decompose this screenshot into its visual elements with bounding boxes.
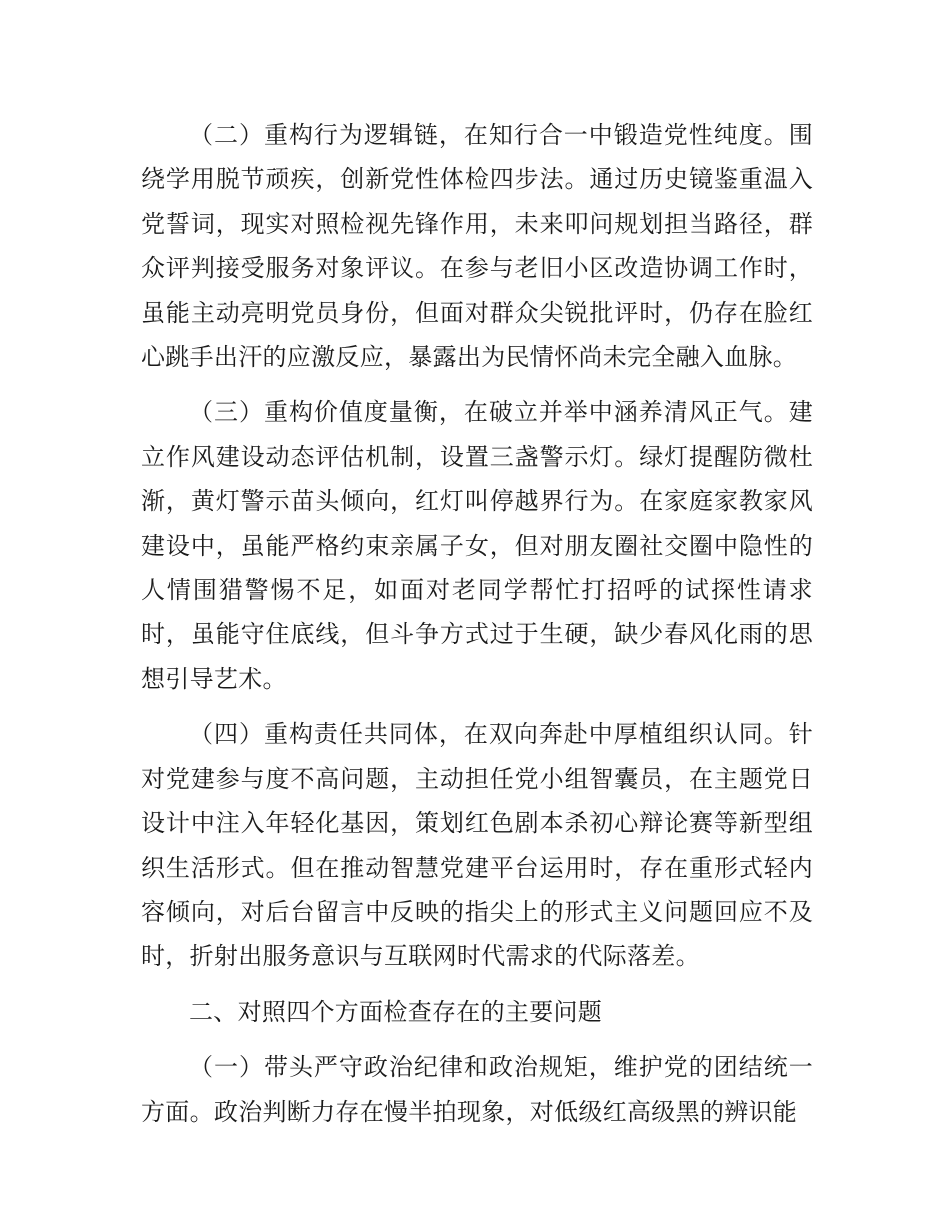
paragraph-problem-1: （一）带头严守政治纪律和政治规矩，维护党的团结统一方面。政治判断力存在慢半拍现象，对低级红高级黑的辨识能 [141,1053,813,1126]
paragraph-section-4: （四）重构责任共同体，在双向奔赴中厚植组织认同。针对党建参与度不高问题，主动担任党小组智囊员，在主题党日设计中注入年轻化基因，策划红色剧本杀初心辩论赛等新型组织生活形式。但在推动智慧党建平台运用时，存在重形式轻内容倾向，对后台留言中反映的指尖上的形式主义问题回应不及时，折射出服务意识与互联网时代需求的代际落差。 [141,720,813,971]
section-heading: 二、对照四个方面检查存在的主要问题 [189,997,603,1026]
document-body [141,113,813,1145]
paragraph-section-3: （三）重构价值度量衡，在破立并举中涵养清风正气。建立作风建设动态评估机制，设置三盏警示灯。绿灯提醒防微杜渐，黄灯警示苗头倾向，红灯叫停越界行为。在家庭家教家风建设中，虽能严格约束亲属子女，但对朋友圈社交圈中隐性的人情围猎警惕不足，如面对老同学帮忙打招呼的试探性请求时，虽能守住底线，但斗争方式过于生硬，缺少春风化雨的思想引导艺术。 [141,398,813,693]
paragraph-section-2: （二）重构行为逻辑链，在知行合一中锻造党性纯度。围绕学用脱节顽疾，创新党性体检四步法。通过历史镜鉴重温入党誓词，现实对照检视先锋作用，未来叩问规划担当路径，群众评判接受服务对象评议。在参与老旧小区改造协调工作时，虽能主动亮明党员身份，但面对群众尖锐批评时，仍存在脸红心跳手出汗的应激反应，暴露出为民情怀尚未完全融入血脉。 [141,121,813,372]
